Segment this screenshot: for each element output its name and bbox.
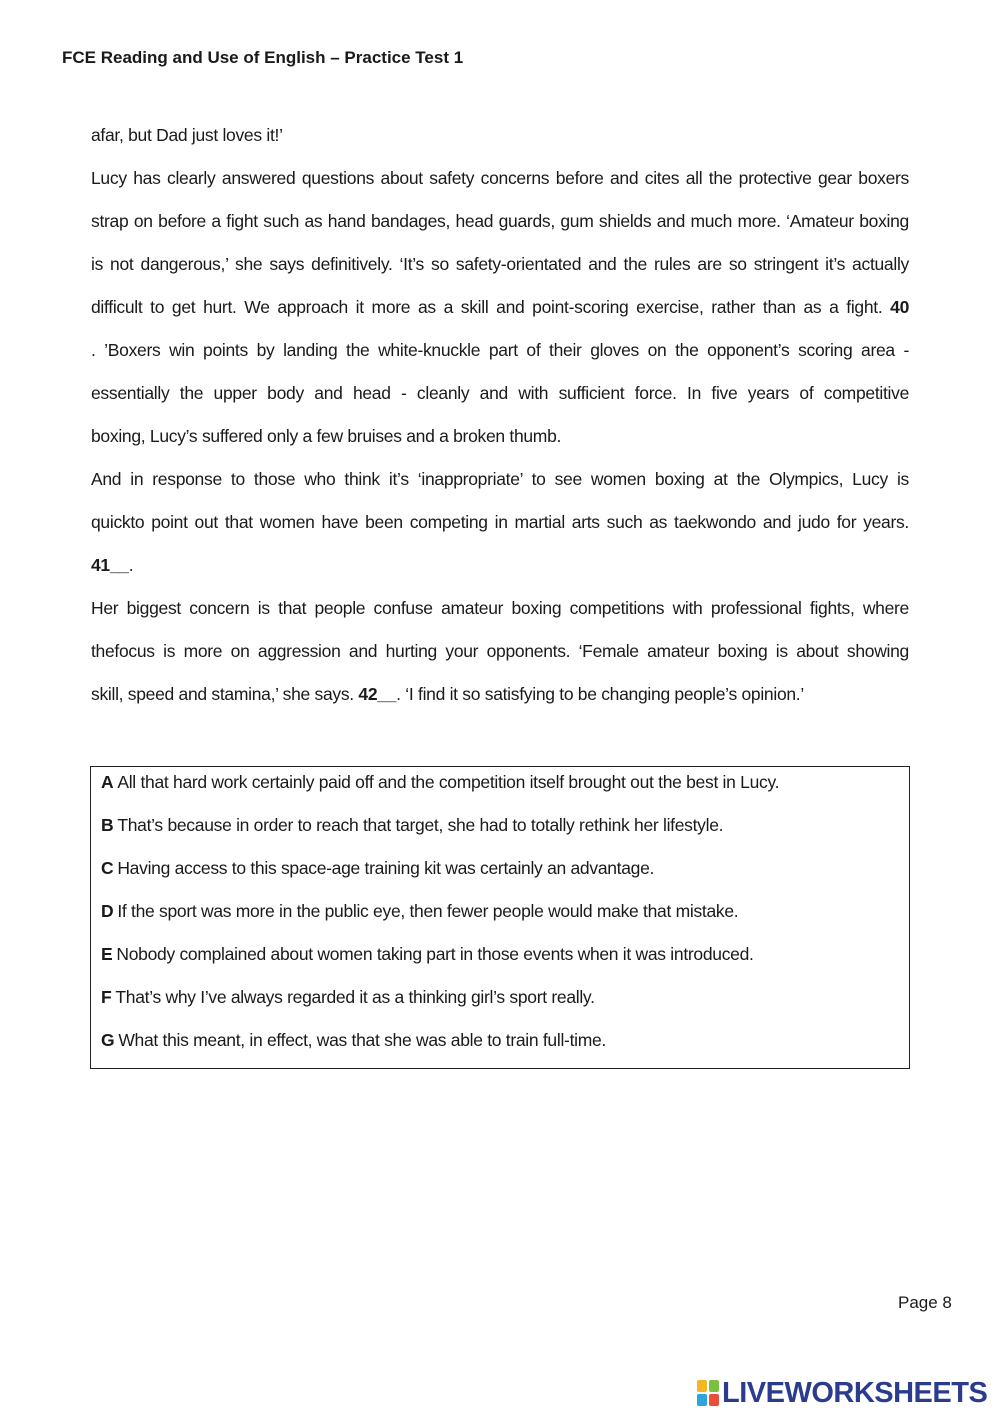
option-text: What this meant, in effect, was that she was able to train full-time. — [118, 1030, 606, 1050]
options-box — [90, 766, 910, 1069]
option-b — [101, 815, 723, 836]
passage-line: essentially the upper body and head - cleanly and with sufficient force. In five years of competitive — [91, 383, 909, 403]
passage-line: afar, but Dad just loves it!’ — [91, 125, 283, 145]
passage-line: quickto point out that women have been competing in martial arts such as taekwondo and judo for years. — [91, 512, 909, 532]
gap-42-blank[interactable]: __ — [377, 684, 397, 704]
option-letter: F — [101, 987, 112, 1007]
option-a — [101, 772, 779, 793]
passage-line: is not dangerous,’ she says definitively. ‘It’s so safety-orientated and the rules are so stringent it’s actually — [91, 254, 909, 274]
passage-line: . ’Boxers win points by landing the white-knuckle part of their gloves on the opponent’s scoring area - — [91, 340, 909, 360]
gap-41-period: . — [128, 555, 134, 575]
option-letter: C — [101, 858, 114, 878]
passage-line: boxing, Lucy’s suffered only a few bruises and a broken thumb. — [91, 426, 562, 446]
option-text: That’s why I’ve always regarded it as a thinking girl’s sport really. — [115, 987, 595, 1007]
passage-line: strap on before a fight such as hand bandages, head guards, gum shields and much more. ‘Amateur boxing — [91, 211, 909, 231]
option-f — [101, 987, 595, 1008]
passage-text: . ‘I find it so satisfying to be changing people’s opinion.’ — [396, 684, 804, 704]
passage-line — [91, 297, 909, 318]
option-d — [101, 901, 738, 922]
passage-line: And in response to those who think it’s ‘inappropriate’ to see women boxing at the Olympics, Lucy is — [91, 469, 909, 489]
page-number: Page 8 — [898, 1293, 952, 1312]
passage-line: thefocus is more on aggression and hurting your opponents. ‘Female amateur boxing is about showing — [91, 641, 909, 661]
option-text: Having access to this space-age training kit was certainly an advantage. — [117, 858, 655, 878]
gap-41-line — [91, 555, 909, 576]
passage-line: Lucy has clearly answered questions about safety concerns before and cites all the protective gear boxers — [91, 168, 909, 188]
gap-number-42: 42 — [358, 684, 378, 704]
document-header: FCE Reading and Use of English – Practice Test 1 — [62, 48, 464, 67]
passage-line — [91, 684, 909, 705]
logo-text: LIVEWORKSHEETS — [722, 1376, 988, 1409]
passage-line: Her biggest concern is that people confuse amateur boxing competitions with professional fights, where — [91, 598, 909, 618]
option-text: If the sport was more in the public eye, then fewer people would make that mistake. — [117, 901, 739, 921]
option-g — [101, 1030, 606, 1051]
option-letter: D — [101, 901, 114, 921]
option-letter: E — [101, 944, 113, 964]
option-letter: B — [101, 815, 114, 835]
gap-41-blank[interactable]: __ — [109, 555, 129, 575]
option-text: All that hard work certainly paid off and the competition itself brought out the best in Lucy. — [117, 772, 780, 792]
option-c — [101, 858, 654, 879]
passage-text: skill, speed and stamina,’ she says. — [91, 684, 354, 704]
option-letter: A — [101, 772, 114, 792]
option-e — [101, 944, 754, 965]
option-text: That’s because in order to reach that target, she had to totally rethink her lifestyle. — [117, 815, 724, 835]
option-letter: G — [101, 1030, 115, 1050]
gap-number-40: 40 — [890, 297, 910, 317]
option-text: Nobody complained about women taking part in those events when it was introduced. — [116, 944, 754, 964]
liveworksheets-logo[interactable] — [697, 1378, 987, 1408]
passage-text: difficult to get hurt. We approach it more as a skill and point-scoring exercise, rather than as a fight. — [91, 297, 883, 317]
liveworksheets-logo-icon — [697, 1380, 719, 1406]
gap-number-41: 41 — [91, 555, 110, 575]
